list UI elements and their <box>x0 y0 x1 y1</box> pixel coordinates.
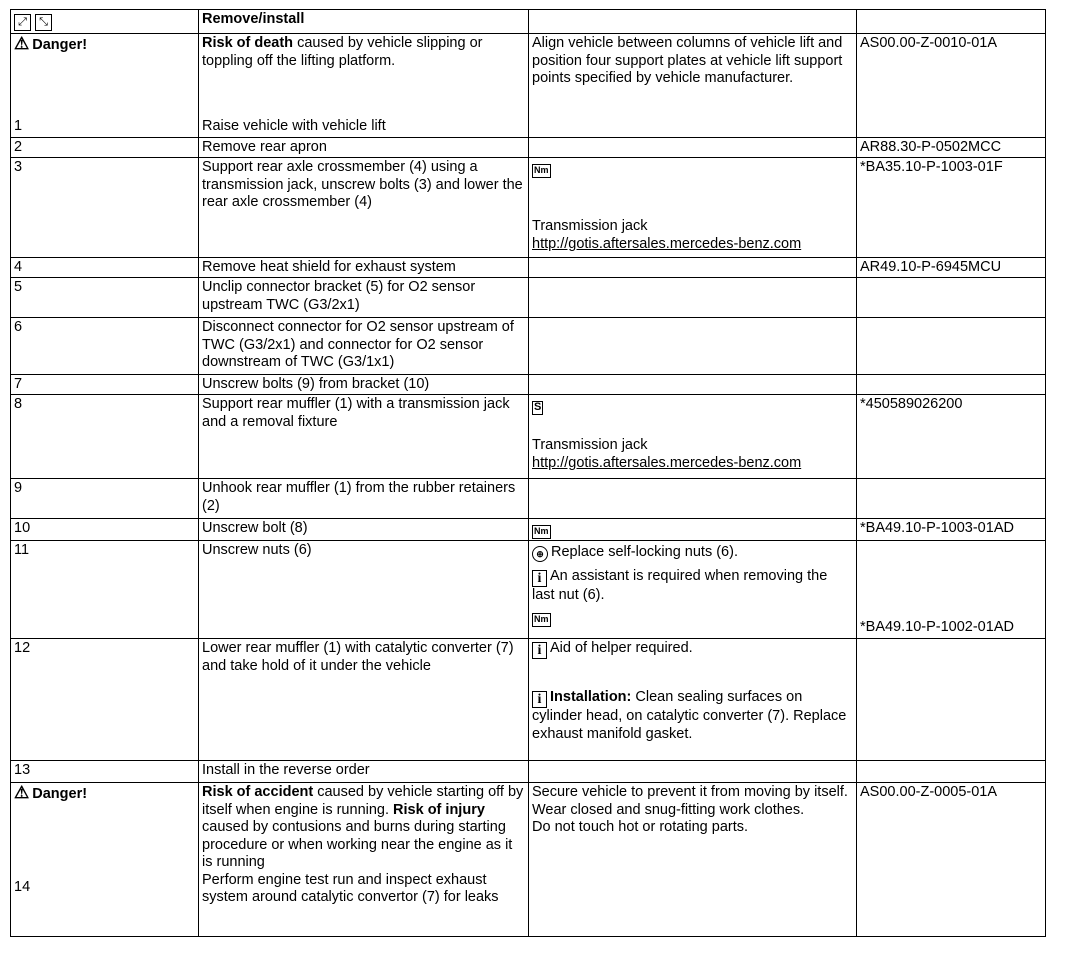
note-text: Replace self-locking nuts (6). <box>551 544 738 560</box>
installation-label: Installation: <box>550 689 632 705</box>
step-number: 8 <box>11 395 199 479</box>
step-number: 10 <box>11 519 199 541</box>
step-row <box>11 258 1046 278</box>
step-text: Support rear muffler (1) with a transmission jack and a removal fixture <box>199 395 529 479</box>
step-row <box>11 278 1046 318</box>
step-number: 2 <box>11 138 199 158</box>
step-text: Unclip connector bracket (5) for O2 sensor upstream TWC (G3/2x1) <box>199 278 529 318</box>
danger-label: ⚠ Danger! <box>14 783 88 802</box>
step-number: 6 <box>11 318 199 375</box>
step-number: 14 <box>14 879 31 895</box>
step-number: 9 <box>11 479 199 519</box>
step-text: Unhook rear muffler (1) from the rubber retainers (2) <box>199 479 529 519</box>
section-title: Remove/install <box>199 10 529 34</box>
tool-link[interactable]: http://gotis.aftersales.mercedes-benz.com <box>532 454 802 471</box>
step-row <box>11 138 1046 158</box>
step-number: 7 <box>11 375 199 395</box>
danger-row-1 <box>11 34 1046 138</box>
reference-link[interactable]: *BA49.10-P-1003-01AD <box>857 519 1046 541</box>
warning-triangle-icon: ⚠ <box>14 783 30 802</box>
info-icon[interactable]: i <box>532 642 547 659</box>
reference-link[interactable]: *BA49.10-P-1002-01AD <box>860 618 1014 635</box>
expand-icon[interactable]: ⤢ <box>14 14 31 31</box>
step-text: Unscrew nuts (6) <box>199 541 529 639</box>
info-icon[interactable]: i <box>532 570 547 587</box>
header-row <box>11 10 1046 34</box>
reference-link[interactable]: AS00.00-Z-0010-01A <box>857 34 1046 138</box>
risk-text: Risk of accident caused by vehicle starting off by itself when engine is running. Risk of injury caused by contusions and burns during starting procedure or when working near the engine as it is running <box>202 784 524 870</box>
step-text: Unscrew bolts (9) from bracket (10) <box>199 375 529 395</box>
reference-link[interactable]: AR88.30-P-0502MCC <box>857 138 1046 158</box>
step-row <box>11 318 1046 375</box>
tool-name: Transmission jack <box>532 218 648 234</box>
step-row <box>11 395 1046 479</box>
step-text: Remove rear apron <box>199 138 529 158</box>
installation-text: Clean sealing surfaces on cylinder head, on catalytic converter (7). Replace exhaust manifold gasket. <box>532 689 847 742</box>
reference-link[interactable]: *BA35.10-P-1003-01F <box>857 158 1046 258</box>
remedy-text: Do not touch hot or rotating parts. <box>532 819 749 835</box>
procedure-table <box>10 9 1046 937</box>
note-text: Aid of helper required. <box>550 640 693 656</box>
step-row <box>11 639 1046 761</box>
step-row <box>11 519 1046 541</box>
step-text: Disconnect connector for O2 sensor upstream of TWC (G3/2x1) and connector for O2 sensor downstream of TWC (G3/1x1) <box>199 318 529 375</box>
step-text: Remove heat shield for exhaust system <box>199 258 529 278</box>
warning-triangle-icon: ⚠ <box>14 34 30 53</box>
step-row <box>11 375 1046 395</box>
step-number: 5 <box>11 278 199 318</box>
step-number: 12 <box>11 639 199 761</box>
step-number: 3 <box>11 158 199 258</box>
torque-nm-icon[interactable]: Nm <box>532 613 551 627</box>
collapse-icon[interactable]: ⤡ <box>35 14 52 31</box>
step-text: Support rear axle crossmember (4) using a transmission jack, unscrew bolts (3) and lower the rear axle crossmember (4) <box>199 158 529 258</box>
reference-link[interactable]: AR49.10-P-6945MCU <box>857 258 1046 278</box>
special-tool-icon[interactable]: S <box>534 401 542 413</box>
tool-name: Transmission jack <box>532 437 648 453</box>
step-number: 11 <box>11 541 199 639</box>
step-row <box>11 541 1046 639</box>
step-text: Lower rear muffler (1) with catalytic converter (7) and take hold of it under the vehicle <box>199 639 529 761</box>
step-text: Unscrew bolt (8) <box>199 519 529 541</box>
torque-nm-icon[interactable]: Nm <box>532 164 551 178</box>
step-row <box>11 479 1046 519</box>
danger-label: ⚠ Danger! <box>14 34 88 53</box>
info-icon[interactable]: i <box>532 691 547 708</box>
step-number: 1 <box>14 117 23 134</box>
danger-row-2 <box>11 783 1046 937</box>
tool-link[interactable]: http://gotis.aftersales.mercedes-benz.com <box>532 235 802 252</box>
replace-part-icon: ⊕ <box>532 546 548 562</box>
remedy-text: Align vehicle between columns of vehicle lift and position four support plates at vehicle lift support points specified by vehicle manufacturer. <box>529 34 857 138</box>
step-text: Perform engine test run and inspect exhaust system around catalytic convertor (7) for leaks <box>202 871 499 905</box>
step-text: Raise vehicle with vehicle lift <box>202 117 386 134</box>
step-row <box>11 158 1046 258</box>
step-row <box>11 761 1046 783</box>
risk-text: Risk of death caused by vehicle slipping or toppling off the lifting platform. <box>202 35 483 69</box>
torque-nm-icon[interactable]: Nm <box>532 525 551 539</box>
step-text: Install in the reverse order <box>199 761 529 783</box>
remedy-text: Wear closed and snug-fitting work clothes. <box>532 801 805 818</box>
remedy-text: Secure vehicle to prevent it from moving by itself. <box>532 784 848 800</box>
reference-link[interactable]: *450589026200 <box>857 395 1046 479</box>
note-text: An assistant is required when removing the last nut (6). <box>532 568 828 603</box>
reference-link[interactable]: AS00.00-Z-0005-01A <box>857 783 1046 937</box>
step-number: 4 <box>11 258 199 278</box>
step-number: 13 <box>11 761 199 783</box>
